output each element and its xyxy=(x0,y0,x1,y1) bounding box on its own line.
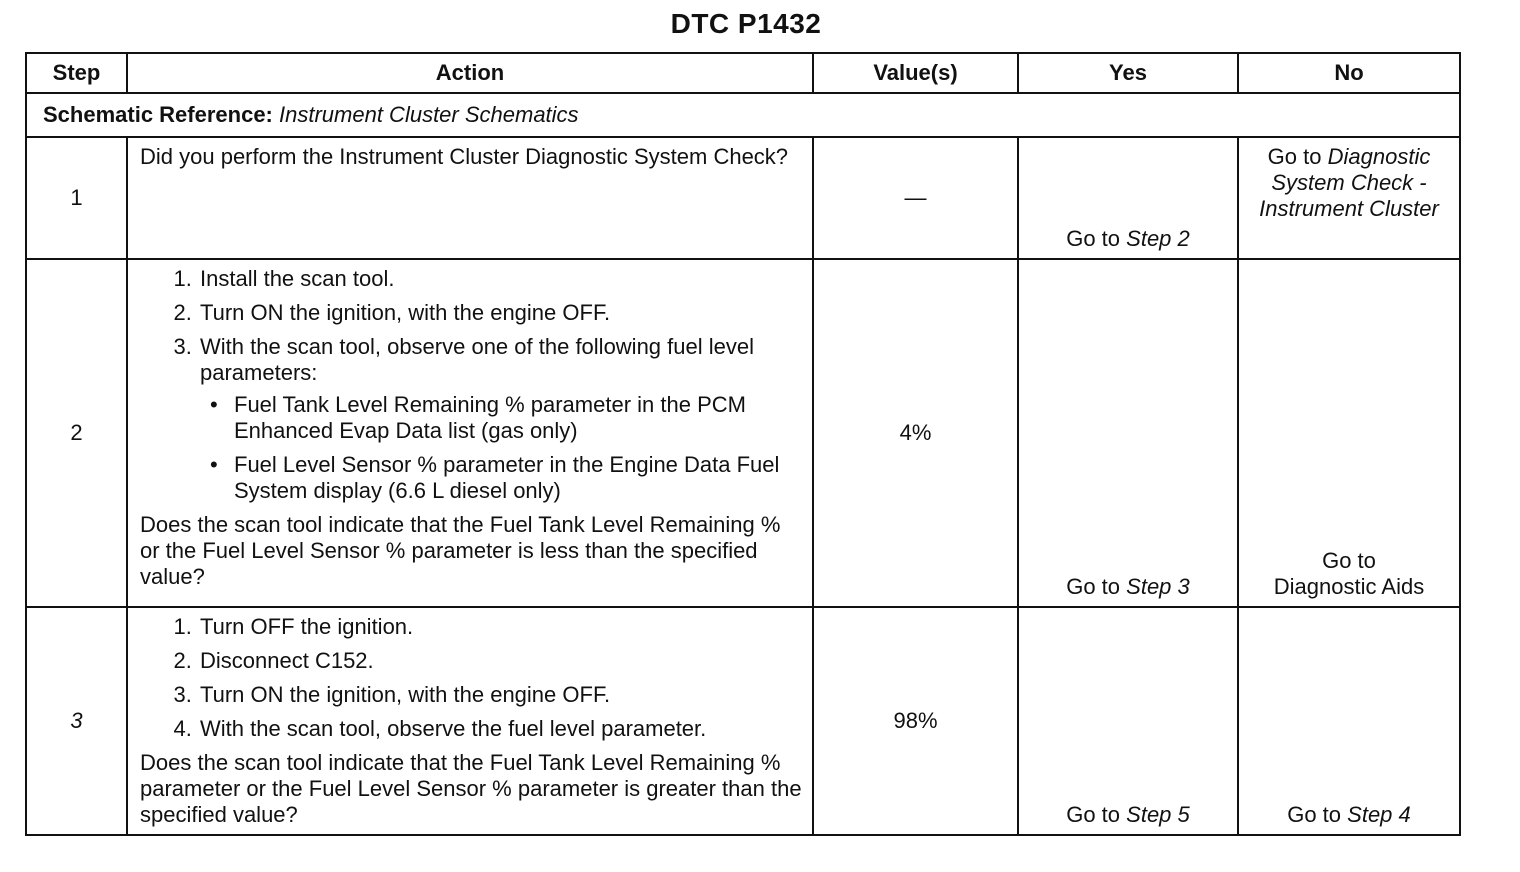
no-prefix: Go to xyxy=(1267,144,1322,169)
no-link[interactable]: Step 4 xyxy=(1347,801,1411,827)
schematic-row xyxy=(26,93,1460,137)
yes-cell xyxy=(1018,607,1238,835)
action-cell xyxy=(127,607,813,835)
no-cell xyxy=(1238,137,1460,259)
value-cell: — xyxy=(813,137,1018,259)
yes-prefix: Go to xyxy=(1066,574,1121,600)
action-cell xyxy=(127,259,813,607)
action-cell xyxy=(127,137,813,259)
table-row xyxy=(26,137,1460,259)
header-row xyxy=(26,53,1460,93)
action-step: 1. Turn OFF the ignition. xyxy=(198,614,802,640)
document-title: DTC P1432 xyxy=(670,8,822,39)
action-step: 2. Disconnect C152. xyxy=(198,648,802,674)
action-question: Does the scan tool indicate that the Fuel Tank Level Remaining % or the Fuel Level Sensor % parameter is less than the specified value? xyxy=(140,511,781,589)
action-step-text: With the scan tool, observe one of the following fuel level parameters: xyxy=(200,333,754,385)
schematic-ref: Instrument Cluster Schematics xyxy=(279,102,579,128)
table-row xyxy=(26,259,1460,607)
value-cell: 4% xyxy=(813,259,1018,607)
header-action: Action xyxy=(127,53,813,93)
step-number: 2 xyxy=(26,259,127,607)
action-question: Did you perform the Instrument Cluster Diagnostic System Check? xyxy=(140,144,789,169)
header-values: Value(s) xyxy=(813,53,1018,93)
no-link[interactable]: Diagnostic System Check - Instrument Cluster xyxy=(1259,144,1439,221)
parameter-item: • Fuel Tank Level Remaining % parameter in the PCM Enhanced Evap Data list (gas only) xyxy=(234,392,802,444)
yes-link[interactable]: Step 2 xyxy=(1126,226,1190,252)
schematic-reference xyxy=(26,93,1460,137)
action-steps xyxy=(140,614,802,742)
step-number: 3 xyxy=(26,607,127,835)
no-prefix: Go to xyxy=(1287,801,1342,827)
table-row xyxy=(26,607,1460,835)
yes-cell xyxy=(1018,137,1238,259)
action-step: 4. With the scan tool, observe the fuel level parameter. xyxy=(198,716,802,742)
action-step: 1. Install the scan tool. xyxy=(198,266,802,292)
action-question: Does the scan tool indicate that the Fuel Tank Level Remaining % parameter or the Fuel Level Sensor % parameter is greater than the specified value? xyxy=(140,749,802,827)
action-step: 2. Turn ON the ignition, with the engine OFF. xyxy=(198,300,802,326)
action-step: 3. Turn ON the ignition, with the engine OFF. xyxy=(198,682,802,708)
parameter-list xyxy=(200,392,802,504)
header-yes: Yes xyxy=(1018,53,1238,93)
parameter-item: • Fuel Level Sensor % parameter in the Engine Data Fuel System display (6.6 L diesel only) xyxy=(234,452,802,504)
no-cell xyxy=(1238,259,1460,607)
action-steps xyxy=(140,266,802,504)
yes-link[interactable]: Step 5 xyxy=(1126,801,1190,827)
no-cell xyxy=(1238,607,1460,835)
yes-link[interactable]: Step 3 xyxy=(1126,574,1190,600)
yes-cell xyxy=(1018,259,1238,607)
header-no: No xyxy=(1238,53,1460,93)
action-step xyxy=(198,334,802,504)
diagnostic-table xyxy=(25,52,1461,836)
yes-prefix: Go to xyxy=(1066,226,1121,252)
header-step: Step xyxy=(26,53,127,93)
no-prefix: Go to xyxy=(1322,548,1376,574)
yes-prefix: Go to xyxy=(1066,801,1121,827)
value-cell: 98% xyxy=(813,607,1018,835)
schematic-label: Schematic Reference: xyxy=(43,102,273,128)
step-number: 1 xyxy=(26,137,127,259)
no-link[interactable]: Diagnostic Aids xyxy=(1273,574,1425,600)
